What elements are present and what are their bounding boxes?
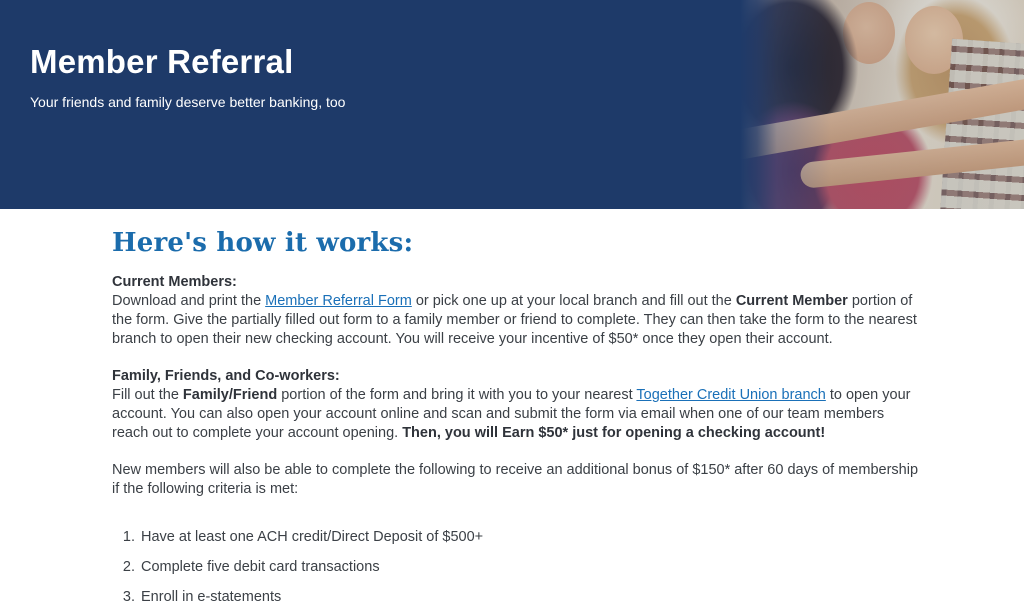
together-credit-union-branch-link[interactable]: Together Credit Union branch xyxy=(636,387,826,403)
family-friend-bold: Family/Friend xyxy=(182,387,278,403)
section-heading: Here's how it works: xyxy=(112,228,414,258)
text-segment: to open your account. You can also open your account online and scan and submit the form via email when one of our team members reach out to complete your account opening. xyxy=(112,387,911,441)
current-members-title: Current Members: xyxy=(112,274,237,290)
text-segment: portion of the form and bring it with you to your nearest xyxy=(277,387,637,403)
text-segment: or pick one up at your local branch and fill out the xyxy=(411,293,736,309)
page-title: Member Referral xyxy=(30,43,294,80)
hero-banner xyxy=(0,0,1024,209)
list-item-ach-credit: 1. Have at least one ACH credit/Direct Deposit of $500+ xyxy=(139,528,918,547)
text-segment: portion of the form. Give the partially filled out form to a family member or friend to complete. They can then take the form to the nearest branch to open their new checking account. You will receive your incentive of $50* once they open their account. xyxy=(112,293,917,347)
text-segment: Fill out the xyxy=(112,387,183,403)
text-segment: Download and print the xyxy=(112,293,266,309)
page-subtitle: Your friends and family deserve better banking, too xyxy=(30,94,346,111)
hero-text-block xyxy=(30,44,345,110)
main-content xyxy=(112,209,918,607)
current-member-bold: Current Member xyxy=(735,293,848,309)
earn-50-bold: Then, you will Earn $50* just for opening a checking account! xyxy=(402,425,826,441)
family-friends-title: Family, Friends, and Co-workers: xyxy=(112,368,340,384)
family-friends-paragraph xyxy=(112,386,918,443)
list-item-debit-transactions: 2. Complete five debit card transactions xyxy=(139,558,918,577)
list-item-estatements: 3. Enroll in e-statements xyxy=(139,588,918,607)
hero-photo xyxy=(740,0,1024,209)
bonus-paragraph: New members will also be able to complete the following to receive an additional bonus of $150* after 60 days of membership if the following criteria is met: xyxy=(112,462,919,497)
current-members-paragraph xyxy=(112,292,918,349)
member-referral-form-link[interactable]: Member Referral Form xyxy=(265,293,412,309)
photo-blue-gradient-overlay xyxy=(740,0,1024,209)
bonus-criteria-list xyxy=(112,528,918,607)
